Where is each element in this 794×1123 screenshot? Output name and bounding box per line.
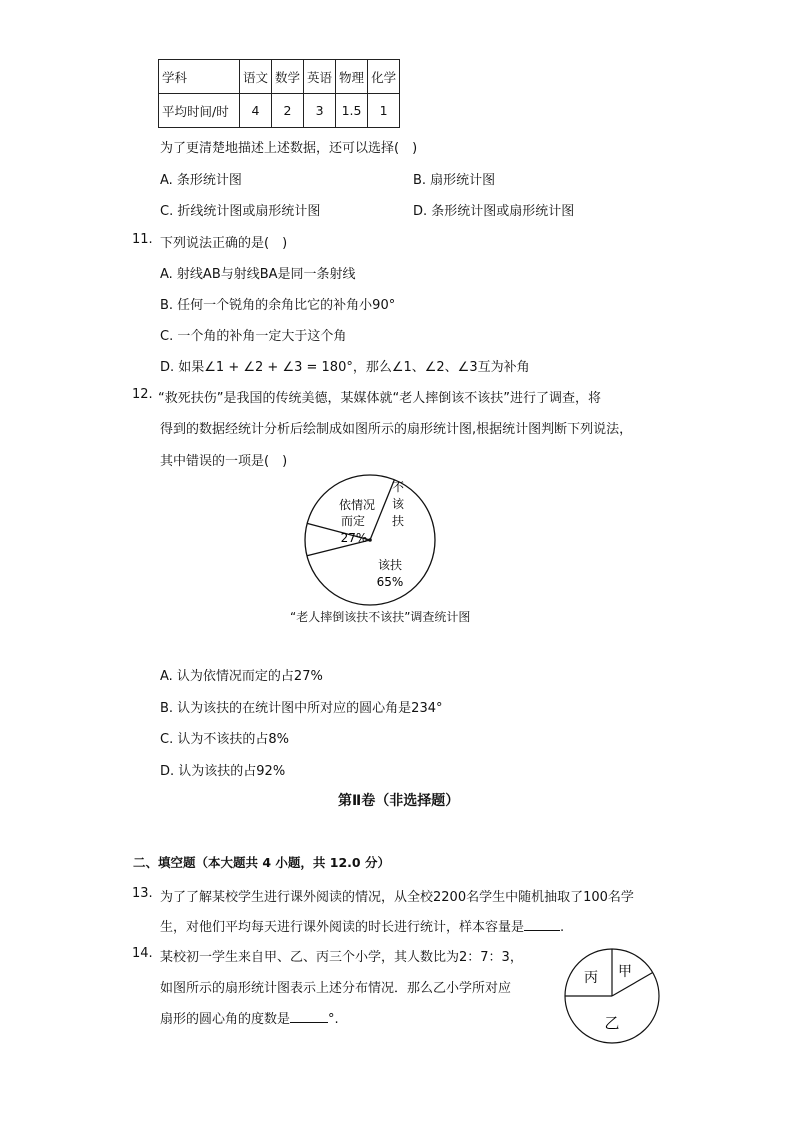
section-title: 第Ⅱ卷（非选择题） — [338, 793, 460, 809]
q13-line-2-wrap — [160, 916, 564, 935]
q12-option-d: D. 认为该扶的占92% — [160, 764, 286, 779]
table-cell: 化学 — [368, 60, 400, 94]
q10-option-a: A. 条形统计图 — [160, 173, 242, 188]
q11-option-a: A. 射线AB与射线BA是同一条射线 — [160, 267, 356, 282]
q14-number: 14. — [132, 946, 153, 961]
q11-prompt: 下列说法正确的是( ) — [160, 236, 288, 251]
q12-number: 12. — [132, 387, 153, 402]
subject-time-table — [158, 59, 400, 128]
q13-number: 13. — [132, 886, 153, 901]
q12-option-b: B. 认为该扶的在统计图中所对应的圆心角是234° — [160, 701, 443, 716]
q12-line-3: 其中错误的一项是( ) — [160, 454, 288, 469]
q10-option-d: D. 条形统计图或扇形统计图 — [413, 204, 575, 219]
table-cell: 3 — [304, 94, 336, 128]
section-heading: 二、填空题（本大题共 4 小题，共 12.0 分） — [133, 855, 390, 870]
table-cell: 物理 — [336, 60, 368, 94]
q14-line-3-wrap — [160, 1008, 339, 1027]
table-row — [159, 94, 400, 128]
pie-chart-q14 — [560, 948, 664, 1048]
q14-line-3-end: °. — [328, 1012, 339, 1027]
q11-option-c: C. 一个角的补角一定大于这个角 — [160, 329, 347, 344]
table-cell: 2 — [272, 94, 304, 128]
pie-chart-caption: “老人摔倒该扶不该扶”调查统计图 — [290, 610, 471, 624]
pie-label-gaifu: 该扶 — [377, 558, 403, 572]
table-cell: 学科 — [159, 60, 240, 94]
q10-prompt: 为了更清楚地描述上述数据，还可以选择( ) — [160, 141, 418, 156]
table-cell: 数学 — [272, 60, 304, 94]
pie-label-fu: 扶 — [391, 514, 405, 528]
table-cell: 平均时间/时 — [159, 94, 240, 128]
answer-blank[interactable] — [290, 1010, 328, 1023]
pie-chart-q12 — [300, 468, 450, 608]
pie-label-gai: 该 — [391, 497, 405, 511]
table-cell: 1.5 — [336, 94, 368, 128]
pie-label-yiqing-2: 而定 — [340, 514, 366, 528]
q13-line-2-end: . — [560, 920, 565, 935]
q12-option-a: A. 认为依情况而定的占27% — [160, 669, 323, 684]
pie-label-jia: 甲 — [618, 964, 632, 980]
answer-blank[interactable] — [524, 918, 560, 931]
pie-label-gaifu-pct: 65% — [376, 575, 404, 589]
q14-line-1: 某校初一学生来自甲、乙、丙三个小学，其人数比为2：7：3， — [160, 950, 523, 965]
pie-label-bing: 丙 — [584, 970, 598, 986]
q12-line-1: “救死扶伤”是我国的传统美德，某媒体就“老人摔倒该不该扶”进行了调查，将 — [158, 391, 601, 406]
table-cell: 英语 — [304, 60, 336, 94]
q14-line-2: 如图所示的扇形统计图表示上述分布情况．那么乙小学所对应 — [160, 981, 512, 996]
table-cell: 语文 — [240, 60, 272, 94]
table-header-row — [159, 60, 400, 94]
pie-label-yi: 乙 — [604, 1014, 620, 1032]
pie-label-yiqing-1: 依情况 — [338, 498, 376, 512]
q11-option-d: D. 如果∠1 + ∠2 + ∠3 = 180°，那么∠1、∠2、∠3互为补角 — [160, 360, 530, 375]
q11-option-b: B. 任何一个锐角的余角比它的补角小90° — [160, 298, 396, 313]
q12-option-c: C. 认为不该扶的占8% — [160, 732, 289, 747]
q13-line-1: 为了了解某校学生进行课外阅读的情况，从全校2200名学生中随机抽取了100名学 — [160, 890, 634, 905]
q13-line-2: 生，对他们平均每天进行课外阅读的时长进行统计，样本容量是 — [160, 920, 525, 935]
pie-center — [368, 538, 372, 542]
pie-label-yiqing-pct: 27% — [340, 531, 368, 545]
pie-label-bu: 不 — [391, 480, 405, 494]
table-cell: 1 — [368, 94, 400, 128]
q10-option-c: C. 折线统计图或扇形统计图 — [160, 204, 321, 219]
q11-number: 11. — [132, 232, 153, 247]
table-cell: 4 — [240, 94, 272, 128]
q14-line-3: 扇形的圆心角的度数是 — [160, 1012, 291, 1027]
q12-line-2: 得到的数据经统计分析后绘制成如图所示的扇形统计图,根据统计图判断下列说法， — [160, 422, 633, 437]
q10-option-b: B. 扇形统计图 — [413, 173, 496, 188]
pie-slices — [305, 475, 435, 605]
